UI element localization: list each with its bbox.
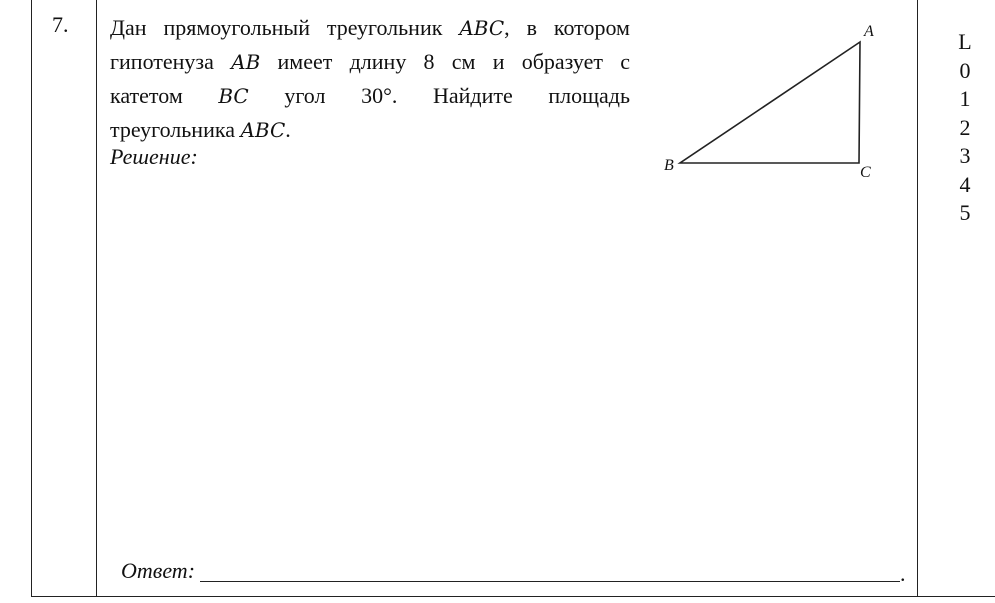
score-header: L [958,29,972,54]
problem-line-1: Дан прямоугольный треугольник ABC, в котором [110,15,630,40]
score-option[interactable]: 2 [959,114,971,140]
triangle-figure [660,20,890,195]
vertex-label-c: C [860,164,871,181]
score-option[interactable]: 5 [959,200,971,225]
score-option[interactable]: 1 [959,86,971,111]
task-number: 7. [52,12,69,37]
math-ab: AB [231,50,261,74]
problem-line-4: треугольника ABC. [110,117,291,142]
score-option[interactable]: 4 [959,171,971,197]
score-option[interactable]: 3 [959,143,971,168]
score-option[interactable]: 0 [959,57,971,83]
triangle-svg [660,20,890,190]
solution-label: Решение: [110,144,198,169]
problem-text [110,11,630,147]
math-abc-2: ABC [240,118,286,142]
problem-line-3: катетом BC угол 30°. Найдите площадь [110,83,631,108]
answer-field[interactable] [200,581,900,582]
table-border-left [31,0,32,597]
table-divider-scores [917,0,918,597]
math-abc: ABC [459,16,505,40]
answer-end-dot: . [900,561,906,586]
math-bc: BC [218,84,249,108]
answer-label: Ответ: [121,558,196,583]
problem-line-2: гипотенуза AB имеет длину 8 см и образует с [110,49,631,74]
vertex-label-a: A [864,23,874,40]
vertex-label-b: B [664,157,674,174]
triangle-abc [680,42,860,163]
score-column [950,28,980,228]
table-border-bottom [31,596,995,597]
table-divider-number [96,0,97,597]
